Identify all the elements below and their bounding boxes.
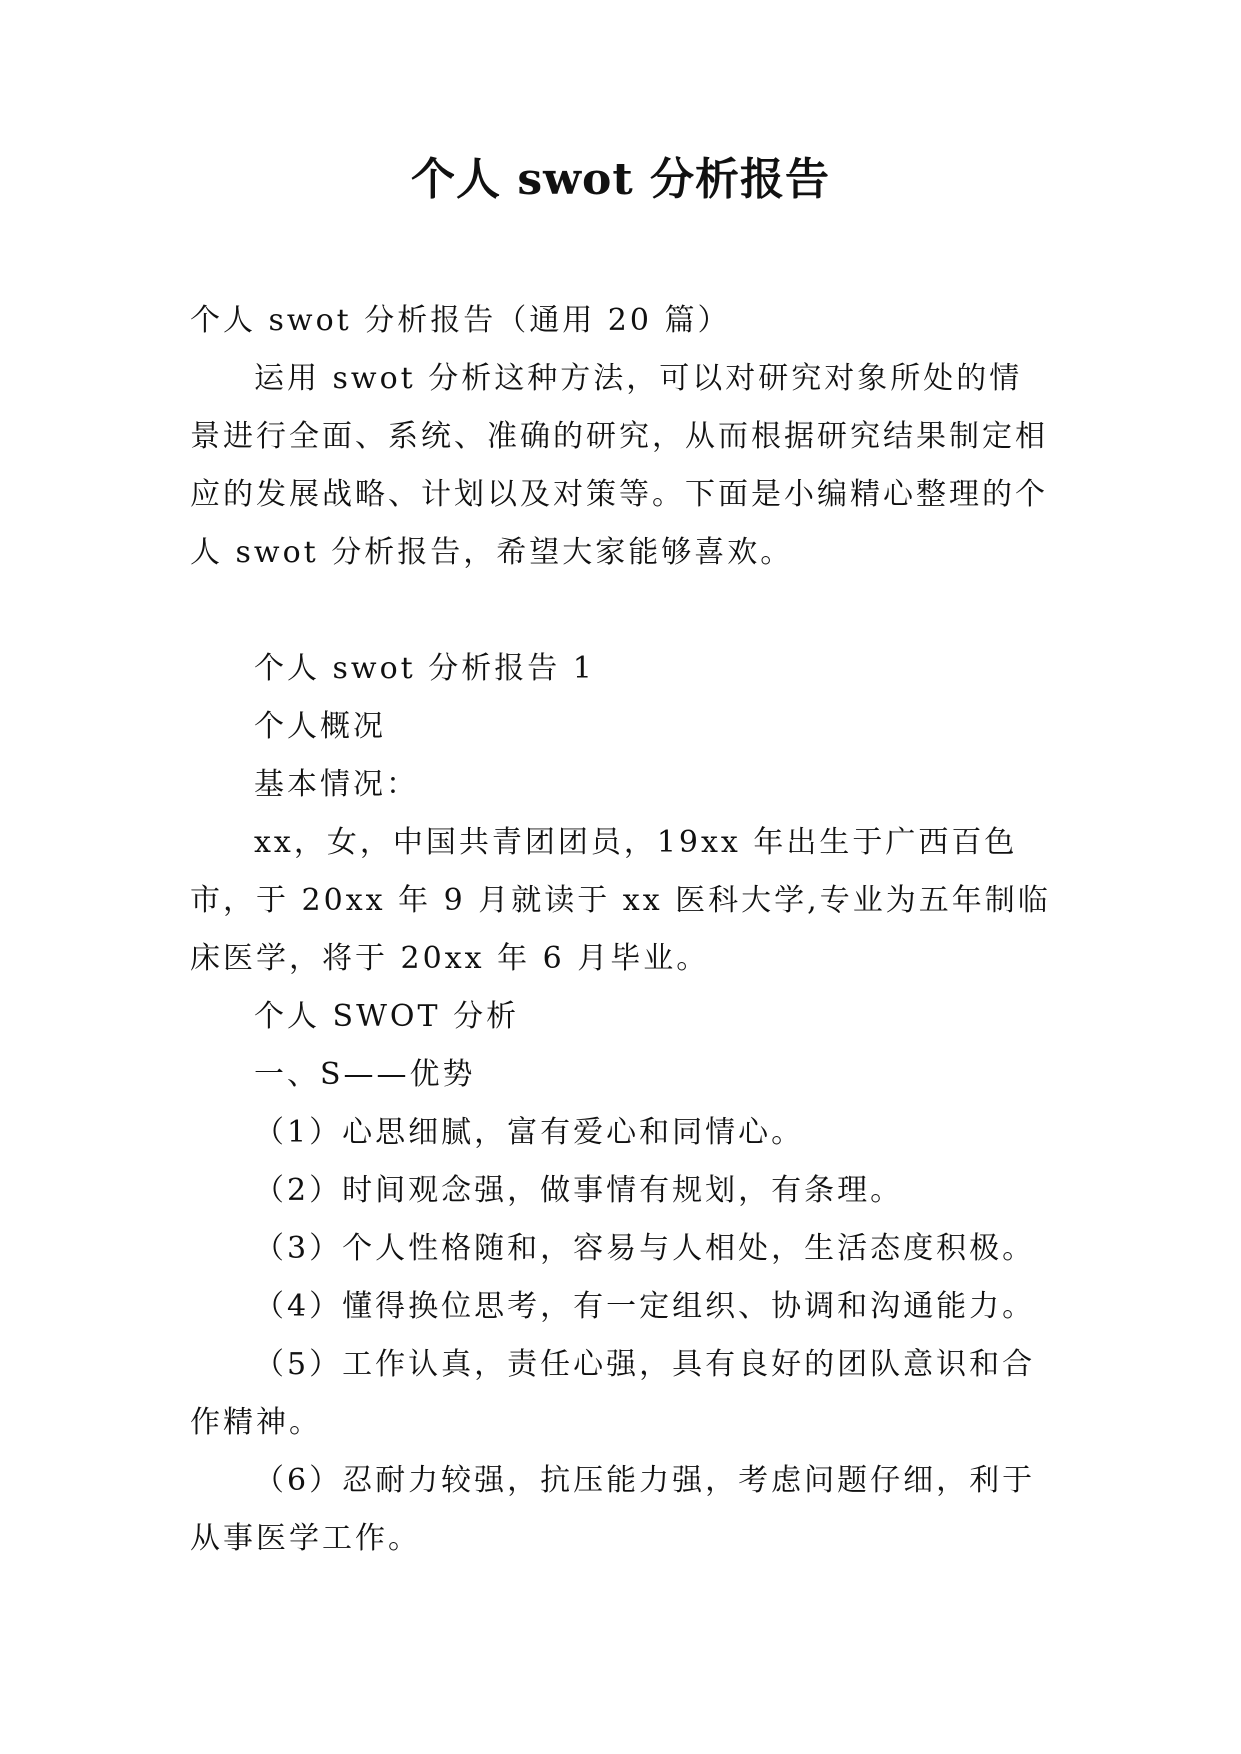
section-heading: 个人 swot 分析报告 1 — [254, 651, 595, 686]
strength-item: （4）懂得换位思考，有一定组织、协调和沟通能力。 — [254, 1289, 1036, 1324]
document-body — [190, 292, 1055, 1568]
basic-info-paragraph: xx，女，中国共青团团员，19xx 年出生于广西百色市，于 20xx 年 9 月就读于 xx 医科大学,专业为五年制临床医学，将于 20xx 年 6 月毕业。 — [190, 825, 1051, 976]
paragraph-spacer — [190, 582, 1055, 640]
strength-item: （5）工作认真，责任心强，具有良好的团队意识和合作精神。 — [190, 1347, 1036, 1440]
strength-item: （3）个人性格随和，容易与人相处，生活态度积极。 — [254, 1231, 1036, 1266]
document-subtitle: 个人 swot 分析报告（通用 20 篇） — [190, 303, 731, 338]
strength-item: （6）忍耐力较强，抗压能力强，考虑问题仔细，利于从事医学工作。 — [190, 1463, 1036, 1556]
overview-heading: 个人概况 — [254, 709, 386, 744]
swot-heading: 个人 SWOT 分析 — [254, 999, 520, 1034]
strength-item: （2）时间观念强，做事情有规划，有条理。 — [254, 1173, 904, 1208]
intro-paragraph: 运用 swot 分析这种方法，可以对研究对象所处的情景进行全面、系统、准确的研究，从而根据研究结果制定相应的发展战略、计划以及对策等。下面是小编精心整理的个人 swot 分析报告，希望大家能够喜欢。 — [190, 361, 1048, 570]
strengths-heading: 一、S——优势 — [254, 1057, 476, 1092]
basic-info-heading: 基本情况： — [254, 767, 419, 802]
strength-item: （1）心思细腻，富有爱心和同情心。 — [254, 1115, 805, 1150]
document-title: 个人 swot 分析报告 — [411, 154, 830, 205]
